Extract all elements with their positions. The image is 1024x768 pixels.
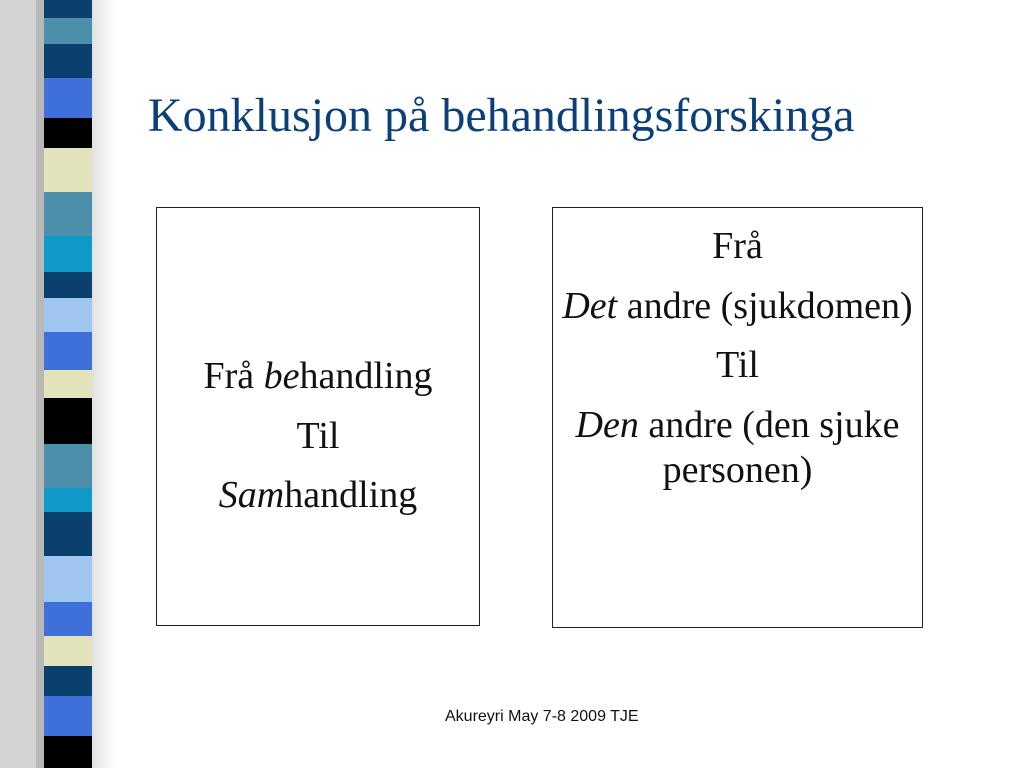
strip-segment — [44, 636, 92, 666]
right-box-line-4-rest: andre (den sjuke personen) — [638, 403, 900, 492]
strip-segment — [44, 444, 92, 488]
strip-segment — [44, 192, 92, 236]
right-box-line-2-rest: andre (sjukdomen) — [617, 284, 913, 327]
strip-segment — [44, 78, 92, 118]
strip-segment — [44, 298, 92, 332]
right-box-line-4-italic: Den — [575, 403, 639, 446]
decorative-left-bar-shade — [36, 0, 44, 768]
strip-segment — [44, 398, 92, 444]
strip-segment — [44, 236, 92, 272]
strip-segment — [44, 556, 92, 602]
right-text-box — [552, 207, 923, 628]
decorative-left-bar — [0, 0, 36, 768]
strip-segment — [44, 148, 92, 192]
strip-segment — [44, 44, 92, 78]
right-box-line-3: Til — [716, 344, 759, 387]
strip-segment — [44, 370, 92, 398]
strip-segment — [44, 512, 92, 556]
strip-segment — [44, 272, 92, 298]
right-box-line-2 — [553, 284, 922, 330]
strip-segment — [44, 18, 92, 44]
left-box-line-1-italic: be — [263, 355, 300, 397]
strip-segment — [44, 736, 92, 768]
left-box-line-1-rest: handling — [299, 355, 433, 397]
right-box-line-1: Frå — [712, 225, 763, 267]
left-box-line-3 — [157, 473, 479, 519]
left-box-line-2: Til — [296, 414, 340, 457]
strip-segment — [44, 118, 92, 148]
left-box-line-1-prefix: Frå — [203, 355, 264, 397]
right-box-line-2-italic: Det — [562, 284, 618, 327]
strip-segment — [44, 488, 92, 512]
strip-segment — [44, 0, 92, 18]
strip-segment — [44, 332, 92, 370]
left-box-line-3-rest: handling — [284, 474, 418, 517]
slide-footer: Akureyri May 7-8 2009 TJE — [445, 708, 639, 725]
right-box-line-4 — [553, 403, 922, 494]
left-box-line-1 — [157, 354, 479, 400]
strip-segment — [44, 696, 92, 736]
strip-segment — [44, 602, 92, 636]
left-text-box — [156, 207, 480, 626]
slide-title: Konklusjon på behandlingsforskinga — [148, 89, 855, 142]
strip-segment — [44, 666, 92, 696]
left-box-line-3-italic: Sam — [218, 474, 285, 517]
